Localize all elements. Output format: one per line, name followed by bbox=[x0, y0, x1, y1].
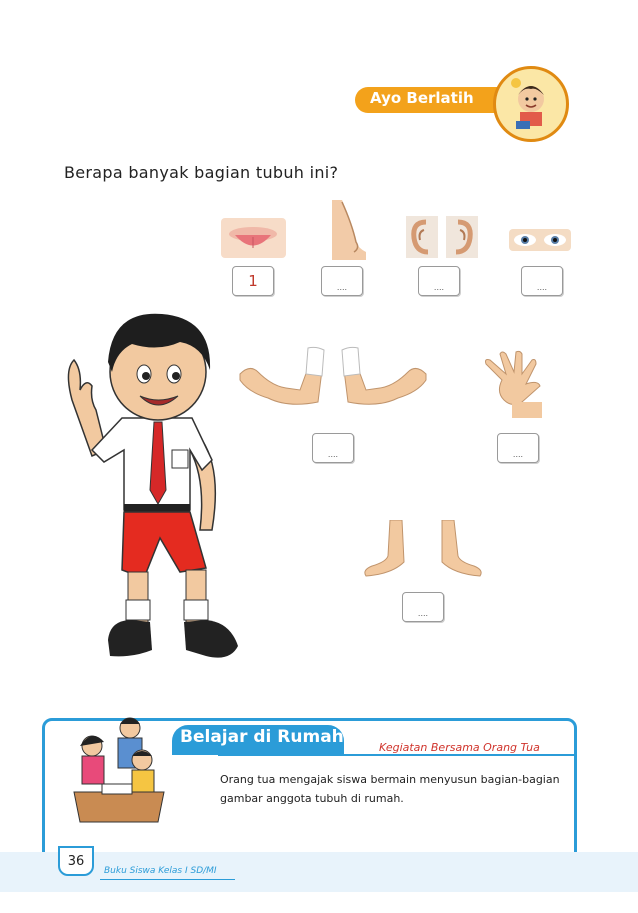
answer-box-eyes[interactable]: .... bbox=[521, 266, 563, 296]
answer-box-nose[interactable]: .... bbox=[321, 266, 363, 296]
home-instruction-text: Orang tua mengajak siswa bermain menyusun bagian-bagian gambar anggota tubuh di rumah. bbox=[220, 773, 560, 805]
answer-box-palm[interactable]: .... bbox=[497, 433, 539, 463]
banner-title: Ayo Berlatih bbox=[370, 89, 474, 107]
footer-band bbox=[0, 852, 638, 892]
answer-box-ears[interactable]: .... bbox=[418, 266, 460, 296]
feet-image bbox=[362, 520, 486, 582]
home-divider bbox=[218, 754, 574, 756]
question-text: Berapa banyak bagian tubuh ini? bbox=[64, 163, 339, 182]
boy-student-illustration bbox=[62, 300, 252, 672]
arms-image bbox=[238, 346, 428, 408]
answer-box-tongue[interactable]: 1 bbox=[232, 266, 274, 296]
page-number: 36 bbox=[58, 846, 94, 876]
student-avatar-icon bbox=[493, 66, 569, 142]
palm-image bbox=[482, 350, 544, 420]
left-ear-image bbox=[406, 216, 438, 258]
home-subtitle: Kegiatan Bersama Orang Tua bbox=[379, 741, 540, 754]
answer-box-feet[interactable]: .... bbox=[402, 592, 444, 622]
tongue-image bbox=[221, 218, 286, 258]
book-title: Buku Siswa Kelas I SD/MI bbox=[104, 866, 217, 876]
answer-box-hands[interactable]: .... bbox=[312, 433, 354, 463]
family-study-illustration bbox=[68, 712, 168, 824]
book-title-underline bbox=[100, 879, 235, 880]
right-ear-image bbox=[446, 216, 478, 258]
eyes-image bbox=[509, 229, 571, 251]
nose-image bbox=[322, 200, 366, 260]
home-title: Belajar di Rumah bbox=[180, 727, 344, 747]
